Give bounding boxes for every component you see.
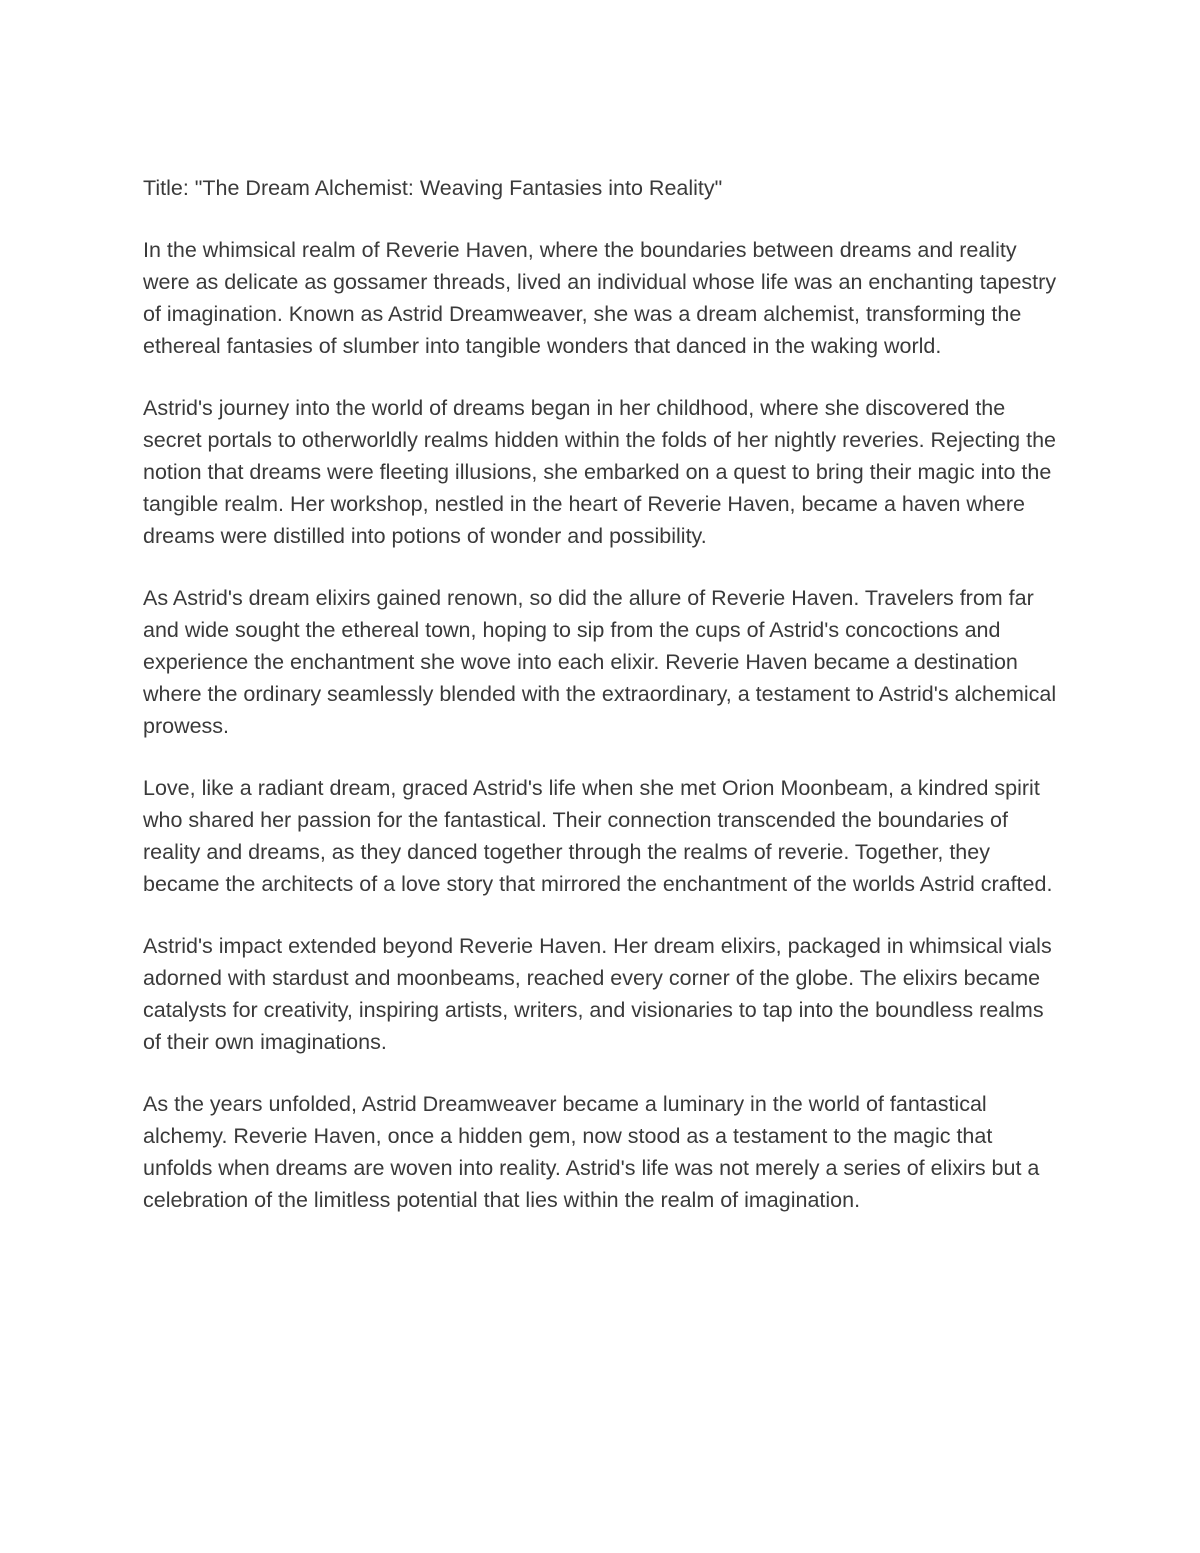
document-body [143, 172, 1063, 1246]
paragraph-5: Astrid's impact extended beyond Reverie Haven. Her dream elixirs, packaged in whimsical vials adorned with stardust and moonbeams, reached every corner of the globe. The elixirs became catalysts for creativity, inspiring artists, writers, and visionaries to tap into the boundless realms of their own imaginations. [143, 934, 1052, 1054]
paragraph-3: As Astrid's dream elixirs gained renown, so did the allure of Reverie Haven. Travelers from far and wide sought the ethereal town, hoping to sip from the cups of Astrid's concoctions and experience the enchantment she wove into each elixir. Reverie Haven became a destination where the ordinary seamlessly blended with the extraordinary, a testament to Astrid's alchemical prowess. [143, 586, 1057, 738]
paragraph-2: Astrid's journey into the world of dreams began in her childhood, where she discovered the secret portals to otherworldly realms hidden within the folds of her nightly reveries. Rejecting the notion that dreams were fleeting illusions, she embarked on a quest to bring their magic into the tangible realm. Her workshop, nestled in the heart of Reverie Haven, became a haven where dreams were distilled into potions of wonder and possibility. [143, 396, 1057, 548]
paragraph-4: Love, like a radiant dream, graced Astrid's life when she met Orion Moonbeam, a kindred spirit who shared her passion for the fantastical. Their connection transcended the boundaries of reality and dreams, as they danced together through the realms of reverie. Together, they became the architects of a love story that mirrored the enchantment of the worlds Astrid crafted. [143, 776, 1053, 896]
paragraph-6: As the years unfolded, Astrid Dreamweaver became a luminary in the world of fantastical alchemy. Reverie Haven, once a hidden gem, now stood as a testament to the magic that unfolds when dreams are woven into reality. Astrid's life was not merely a series of elixirs but a celebration of the limitless potential that lies within the realm of imagination. [143, 1092, 1040, 1212]
paragraph-1: In the whimsical realm of Reverie Haven, where the boundaries between dreams and reality were as delicate as gossamer threads, lived an individual whose life was an enchanting tapestry of imagination. Known as Astrid Dreamweaver, she was a dream alchemist, transforming the ethereal fantasies of slumber into tangible wonders that danced in the waking world. [143, 238, 1057, 358]
document-title: Title: "The Dream Alchemist: Weaving Fantasies into Reality" [143, 176, 723, 200]
